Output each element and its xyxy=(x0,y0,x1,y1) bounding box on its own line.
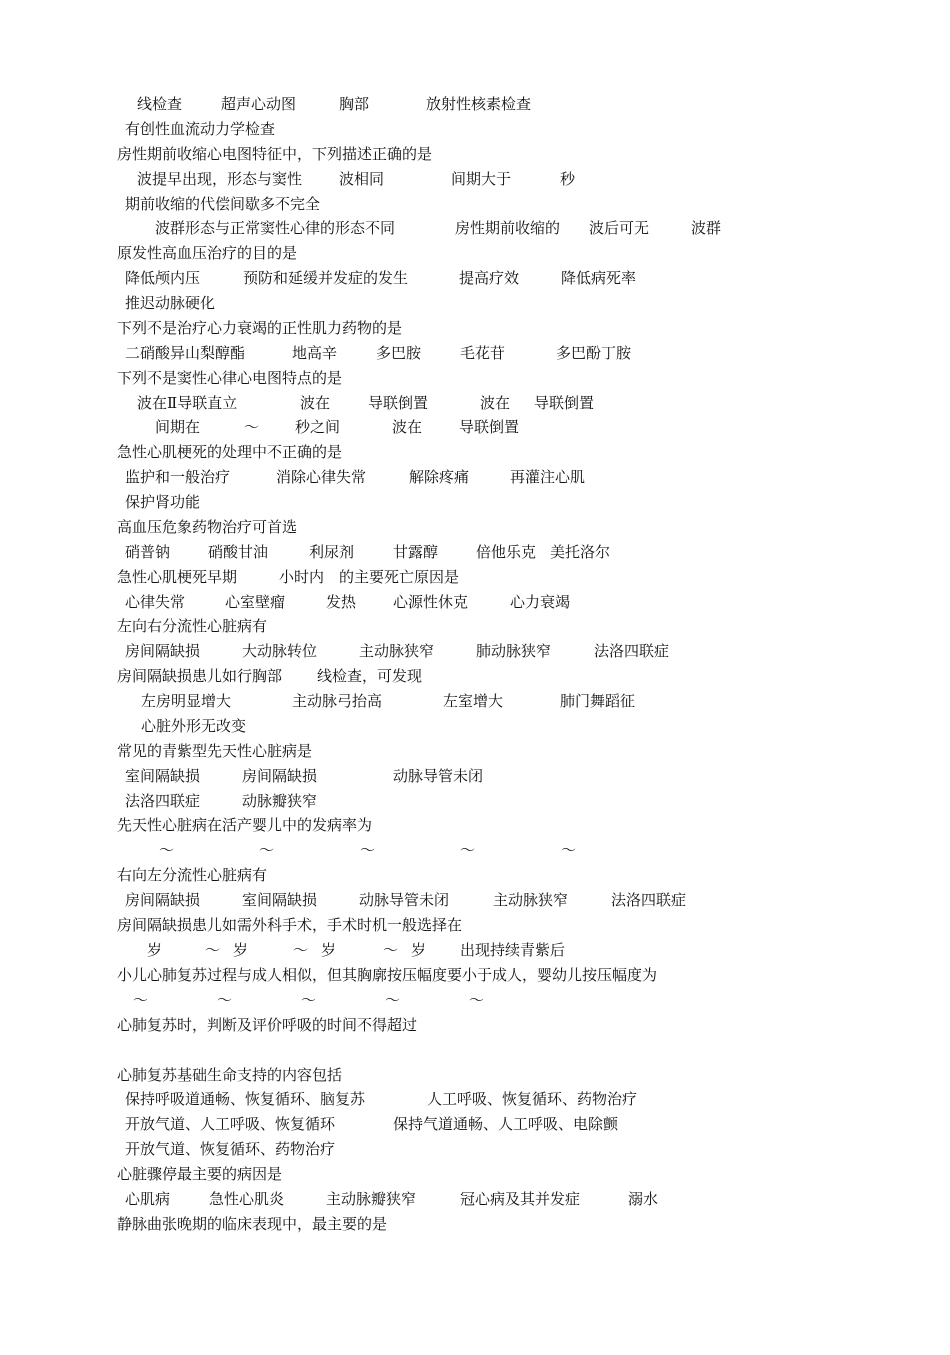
option-text: 开放气道、恢复循环、药物治疗 xyxy=(125,1140,336,1158)
option-text: ～ xyxy=(460,841,476,859)
option-text: 左室增大 xyxy=(443,692,504,710)
option-text: 岁 xyxy=(233,941,249,959)
option-text: 法洛四联症 xyxy=(594,642,670,660)
option-line xyxy=(117,938,566,962)
option-text: 线检查 xyxy=(137,95,183,113)
option-text: ～ xyxy=(383,941,399,959)
option-line xyxy=(117,1112,619,1136)
option-line xyxy=(117,1187,659,1211)
option-text: 降低颅内压 xyxy=(125,269,201,287)
option-text: 房间隔缺损 xyxy=(125,642,201,660)
option-text: ～ xyxy=(244,418,260,436)
option-text: 人工呼吸、恢复循环、药物治疗 xyxy=(427,1090,638,1108)
option-text: 放射性核素检查 xyxy=(426,95,532,113)
question-line xyxy=(117,1212,388,1236)
question-text: 线检查，可发现 xyxy=(317,667,423,685)
question-text: 高血压危象药物治疗可首选 xyxy=(117,518,298,536)
option-line xyxy=(117,341,632,365)
question-line xyxy=(117,913,463,937)
option-text: 岁 xyxy=(147,941,163,959)
question-text: 下列不是窦性心律心电图特点的是 xyxy=(117,369,343,387)
option-text: 岁 xyxy=(321,941,337,959)
option-text: 保持气道通畅、人工呼吸、电除颤 xyxy=(393,1115,619,1133)
question-line xyxy=(117,1162,283,1186)
question-text: 急性心肌梗死早期 xyxy=(117,568,238,586)
question-text: 下列不是治疗心力衰竭的正性肌力药物的是 xyxy=(117,319,403,337)
question-line xyxy=(117,440,343,464)
option-text: 肺门舞蹈征 xyxy=(560,692,636,710)
option-text: 心脏外形无改变 xyxy=(141,717,247,735)
option-text: ～ xyxy=(259,841,275,859)
option-line xyxy=(117,789,318,813)
option-text: 预防和延缓并发症的发生 xyxy=(243,269,409,287)
option-text: 胸部 xyxy=(339,95,370,113)
option-text: 提高疗效 xyxy=(459,269,520,287)
question-text: 小时内 xyxy=(279,568,325,586)
option-text: 硝普钠 xyxy=(125,543,171,561)
option-text: 发热 xyxy=(326,593,357,611)
option-text: 心肌病 xyxy=(125,1190,171,1208)
option-line xyxy=(117,490,201,514)
option-text: ～ xyxy=(360,841,376,859)
option-text: 法洛四联症 xyxy=(125,792,201,810)
option-line xyxy=(117,888,687,912)
question-line xyxy=(117,366,343,390)
option-line xyxy=(117,1087,638,1111)
option-line xyxy=(117,764,484,788)
option-text: ～ xyxy=(293,941,309,959)
option-text: 波在 xyxy=(480,394,511,412)
option-text: 波群 xyxy=(691,219,722,237)
option-text: 动脉导管未闭 xyxy=(359,891,450,909)
option-text: 消除心律失常 xyxy=(276,468,367,486)
question-line xyxy=(117,739,313,763)
option-text: 室间隔缺损 xyxy=(242,891,318,909)
option-text: ～ xyxy=(217,991,233,1009)
option-text: 室间隔缺损 xyxy=(125,767,201,785)
option-text: 大动脉转位 xyxy=(242,642,318,660)
option-text: 波提早出现，形态与窦性 xyxy=(137,170,303,188)
question-line xyxy=(117,863,268,887)
option-text: 推迟动脉硬化 xyxy=(125,294,216,312)
option-text: 再灌注心肌 xyxy=(510,468,586,486)
option-text: 美托洛尔 xyxy=(550,543,611,561)
question-line xyxy=(117,515,298,539)
option-text: 倍他乐克 xyxy=(476,543,537,561)
option-text: ～ xyxy=(561,841,577,859)
option-line xyxy=(117,391,595,415)
option-text: 多巴胺 xyxy=(376,344,422,362)
question-text: 静脉曲张晚期的临床表现中，最主要的是 xyxy=(117,1215,388,1233)
option-line xyxy=(117,266,637,290)
question-text: 原发性高血压治疗的目的是 xyxy=(117,244,298,262)
option-line xyxy=(117,838,577,862)
option-text: ～ xyxy=(159,841,175,859)
option-line xyxy=(117,192,321,216)
option-text: 肺动脉狭窄 xyxy=(476,642,552,660)
option-line xyxy=(117,291,216,315)
option-text: 主动脉狭窄 xyxy=(493,891,569,909)
option-text: 硝酸甘油 xyxy=(208,543,269,561)
option-text: ～ xyxy=(385,991,401,1009)
option-text: 心律失常 xyxy=(125,593,186,611)
option-text: 二硝酸异山梨醇酯 xyxy=(125,344,246,362)
option-line xyxy=(117,465,586,489)
option-text: ～ xyxy=(469,991,485,1009)
option-line xyxy=(117,988,485,1012)
question-text: 右向左分流性心脏病有 xyxy=(117,866,268,884)
option-text: 冠心病及其并发症 xyxy=(460,1190,581,1208)
question-text: 房间隔缺损患儿如行胸部 xyxy=(117,667,283,685)
option-line xyxy=(117,639,670,663)
option-text: 保护肾功能 xyxy=(125,493,201,511)
option-text: 有创性血流动力学检查 xyxy=(125,120,276,138)
option-text: 保持呼吸道通畅、恢复循环、脑复苏 xyxy=(125,1090,366,1108)
option-text: 期前收缩的代偿间歇多不完全 xyxy=(125,195,321,213)
option-text: 波后可无 xyxy=(589,219,650,237)
question-text: 左向右分流性心脏病有 xyxy=(117,617,268,635)
option-text: 超声心动图 xyxy=(221,95,297,113)
question-line xyxy=(117,813,373,837)
question-text: 小儿心肺复苏过程与成人相似，但其胸廓按压幅度要小于成人，婴幼儿按压幅度为 xyxy=(117,966,658,984)
option-text: 波相同 xyxy=(339,170,385,188)
question-line xyxy=(117,1063,343,1087)
question-text: 心肺复苏时，判断及评价呼吸的时间不得超过 xyxy=(117,1016,418,1034)
option-text: 地高辛 xyxy=(292,344,338,362)
option-text: 心源性休克 xyxy=(393,593,469,611)
question-line xyxy=(117,1013,418,1037)
option-text: 甘露醇 xyxy=(393,543,439,561)
question-text: 房性期前收缩心电图特征中，下列描述正确的是 xyxy=(117,145,433,163)
option-text: 利尿剂 xyxy=(309,543,355,561)
option-text: 解除疼痛 xyxy=(409,468,470,486)
question-line xyxy=(117,963,658,987)
option-text: 波在 xyxy=(300,394,331,412)
option-text: 导联倒置 xyxy=(368,394,429,412)
option-text: ～ xyxy=(205,941,221,959)
option-text: 法洛四联症 xyxy=(611,891,687,909)
option-text: 心力衰竭 xyxy=(510,593,571,611)
option-text: ～ xyxy=(133,991,149,1009)
option-text: 主动脉狭窄 xyxy=(359,642,435,660)
question-text: 先天性心脏病在活产婴儿中的发病率为 xyxy=(117,816,373,834)
question-line xyxy=(117,565,460,589)
option-text: 动脉瓣狭窄 xyxy=(242,792,318,810)
option-text: 波群形态与正常窦性心律的形态不同 xyxy=(155,219,396,237)
option-text: 岁 xyxy=(411,941,427,959)
option-text: 间期在 xyxy=(155,418,201,436)
question-line xyxy=(117,664,423,688)
option-text: 溺水 xyxy=(628,1190,659,1208)
question-text: 急性心肌梗死的处理中不正确的是 xyxy=(117,443,343,461)
option-line xyxy=(117,590,571,614)
option-text: 主动脉弓抬高 xyxy=(292,692,383,710)
option-text: 降低病死率 xyxy=(561,269,637,287)
option-text: 导联倒置 xyxy=(534,394,595,412)
option-text: 监护和一般治疗 xyxy=(125,468,231,486)
question-line xyxy=(117,316,403,340)
option-line xyxy=(117,167,576,191)
option-line xyxy=(117,540,611,564)
question-line xyxy=(117,241,298,265)
question-text: 心脏骤停最主要的病因是 xyxy=(117,1165,283,1183)
option-text: 波在 xyxy=(392,418,423,436)
option-text: 房间隔缺损 xyxy=(242,767,318,785)
question-line xyxy=(117,142,433,166)
option-text: 导联倒置 xyxy=(459,418,520,436)
option-text: 动脉导管未闭 xyxy=(393,767,484,785)
option-text: 主动脉瓣狭窄 xyxy=(326,1190,417,1208)
question-line xyxy=(117,614,268,638)
option-text: 出现持续青紫后 xyxy=(460,941,566,959)
question-text: 的主要死亡原因是 xyxy=(339,568,460,586)
option-text: 急性心肌炎 xyxy=(209,1190,285,1208)
option-line xyxy=(117,216,722,240)
option-text: 毛花苷 xyxy=(460,344,506,362)
option-text: 多巴酚丁胺 xyxy=(556,344,632,362)
option-text: 开放气道、人工呼吸、恢复循环 xyxy=(125,1115,336,1133)
option-text: 心室壁瘤 xyxy=(225,593,286,611)
option-text: 秒之间 xyxy=(295,418,341,436)
option-line xyxy=(117,117,276,141)
question-text: 房间隔缺损患儿如需外科手术，手术时机一般选择在 xyxy=(117,916,463,934)
option-text: 左房明显增大 xyxy=(141,692,232,710)
option-line xyxy=(117,415,520,439)
question-text: 心肺复苏基础生命支持的内容包括 xyxy=(117,1066,343,1084)
option-text: 间期大于 xyxy=(451,170,512,188)
option-line xyxy=(117,92,532,116)
option-text: 房性期前收缩的 xyxy=(455,219,561,237)
option-text: 波在Ⅱ导联直立 xyxy=(137,394,238,412)
option-line xyxy=(117,1137,336,1161)
option-text: ～ xyxy=(301,991,317,1009)
option-line xyxy=(117,689,636,713)
question-text: 常见的青紫型先天性心脏病是 xyxy=(117,742,313,760)
option-line xyxy=(117,714,247,738)
option-text: 房间隔缺损 xyxy=(125,891,201,909)
option-text: 秒 xyxy=(560,170,576,188)
